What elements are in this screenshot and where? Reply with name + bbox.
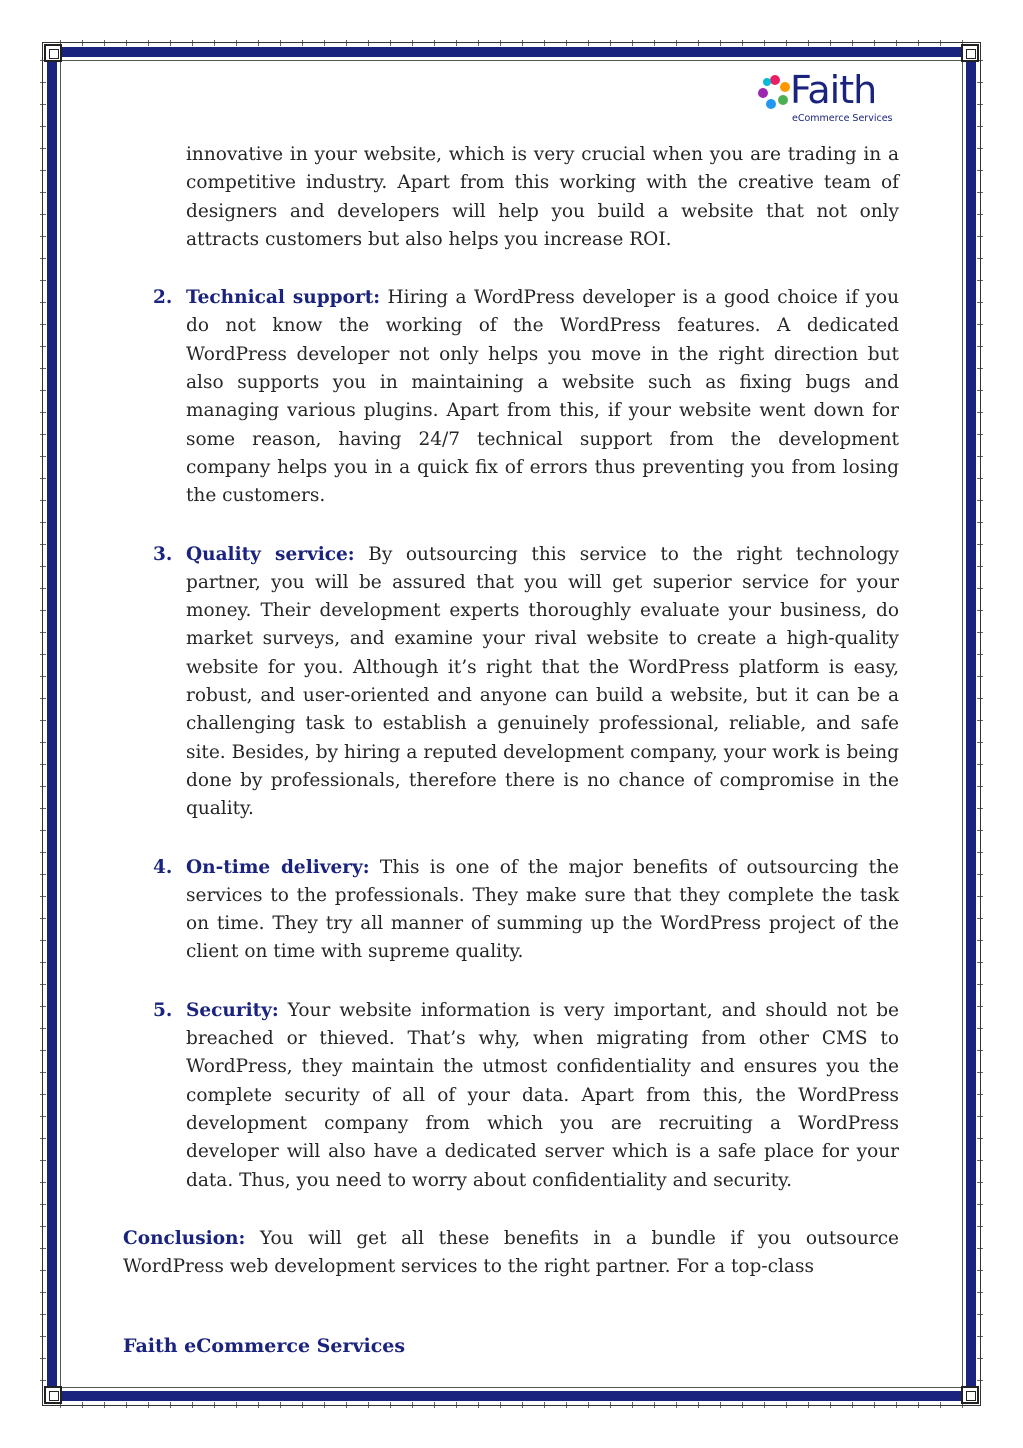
logo-tagline: eCommerce Services bbox=[792, 113, 893, 124]
list-item-text: Hiring a WordPress developer is a good choice if you do not know the working of the WordPress features. A dedicated WordPress developer not only helps you move in the right direction but also supports you in maintaining a website such as fixing bugs and managing various plugins. Apart from this, if your website went down for some reason, having 24/7 technical support from the development company helps you in a quick fix of errors thus preventing you from losing the customers. bbox=[186, 287, 899, 507]
corner-ornament-top-left bbox=[44, 44, 62, 62]
list-item-number: 2. bbox=[153, 287, 173, 309]
intro-paragraph: innovative in your website, which is very crucial when you are trading in a competitive industry. Apart from this working with the creative team of designers and developers will help you build a website that not only attracts customers but also helps you increase ROI. bbox=[186, 144, 899, 250]
list-item-text: By outsourcing this service to the right technology partner, you will be assured that you will get superior service for your money. Their development experts thoroughly evaluate your business, do market surveys, and examine your rival website to create a high-quality website for you. Although it’s right that the WordPress platform is easy, robust, and user-oriented and anyone can build a website, but it can be a challenging task to establish a genuinely professional, reliable, and safe site. Besides, by hiring a reputed development company, your work is being done by professionals, therefore there is no chance of compromise in the quality. bbox=[186, 543, 899, 820]
flower-logo-icon bbox=[758, 74, 792, 114]
list-item bbox=[123, 997, 899, 1195]
corner-ornament-bottom-right bbox=[961, 1386, 979, 1404]
benefits-list bbox=[123, 284, 899, 1195]
list-item bbox=[123, 854, 899, 967]
conclusion-paragraph bbox=[123, 1225, 899, 1282]
list-item-title: On-time delivery: bbox=[186, 856, 370, 878]
corner-ornament-bottom-left bbox=[44, 1386, 62, 1404]
list-item bbox=[123, 284, 899, 510]
list-item-title: Technical support: bbox=[186, 287, 381, 309]
company-logo bbox=[758, 68, 908, 132]
list-item-text: Your website information is very important, and should not be breached or thieved. That’s why, when migrating from other CMS to WordPress, they maintain the utmost confidentiality and ensures you the complete security of all of your data. Apart from this, the WordPress development company from which you are recruiting a WordPress developer will also have a dedicated server which is a safe place for your data. Thus, you need to worry about confidentiality and security. bbox=[186, 999, 899, 1191]
logo-brand-name: Faith bbox=[790, 68, 877, 112]
list-item-text: This is one of the major benefits of outsourcing the services to the professionals. They make sure that they complete the task on time. They try all manner of summing up the WordPress project of the client on time with supreme quality. bbox=[186, 856, 899, 963]
document-body bbox=[123, 141, 899, 1281]
list-item-number: 3. bbox=[153, 543, 173, 565]
list-item-title: Quality service: bbox=[186, 543, 355, 565]
list-item bbox=[123, 541, 899, 824]
list-item-title: Security: bbox=[186, 999, 279, 1021]
footer-company-name: Faith eCommerce Services bbox=[123, 1335, 406, 1357]
list-item-number: 5. bbox=[153, 999, 173, 1021]
conclusion-text: You will get all these benefits in a bundle if you outsource WordPress web development services to the right partner. For a top-class bbox=[123, 1227, 900, 1278]
corner-ornament-top-right bbox=[961, 44, 979, 62]
conclusion-title: Conclusion: bbox=[123, 1227, 246, 1249]
list-item-number: 4. bbox=[153, 856, 173, 878]
